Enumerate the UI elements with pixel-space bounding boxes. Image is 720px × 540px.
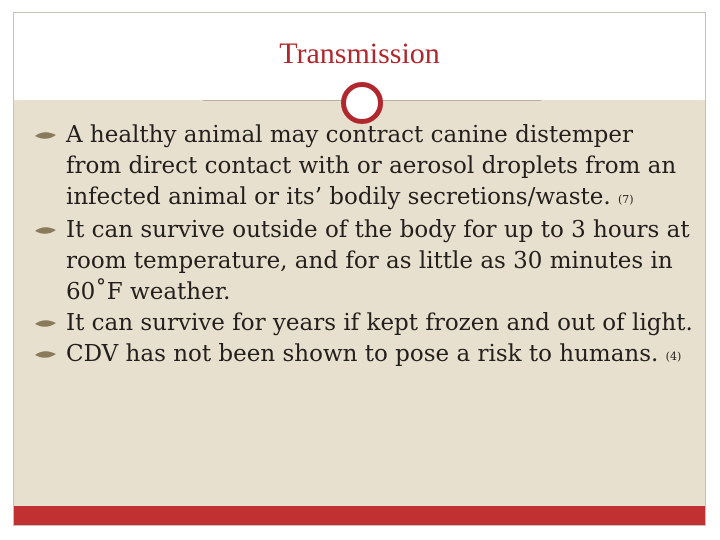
citation: (4) [665,350,682,363]
slide [13,12,706,526]
leaf-bullet-icon [34,130,58,142]
divider-circle-ornament [341,82,383,124]
bullet-item-2 [34,308,694,339]
bullet-text: It can survive outside of the body for up to 3 hours at room temperature, and for as little as 30 minutes in 60˚F weather. [66,217,690,305]
citation: (7) [618,193,634,206]
leaf-bullet-icon [34,225,58,237]
bullet-item-0 [34,120,694,215]
bullet-item-1 [34,215,694,308]
bullet-text: CDV has not been shown to pose a risk to humans. [66,341,659,367]
leaf-bullet-icon [34,349,58,361]
bullet-list [34,120,694,372]
bullet-text: It can survive for years if kept frozen and out of light. [66,310,693,336]
bullet-item-3 [34,339,694,372]
leaf-bullet-icon [34,318,58,330]
slide-title: Transmission [279,37,440,70]
bottom-accent-band [14,506,705,525]
bullet-text: A healthy animal may contract canine distemper from direct contact with or aerosol droplets from an infected animal or its’ bodily secretions/waste. [66,122,677,210]
